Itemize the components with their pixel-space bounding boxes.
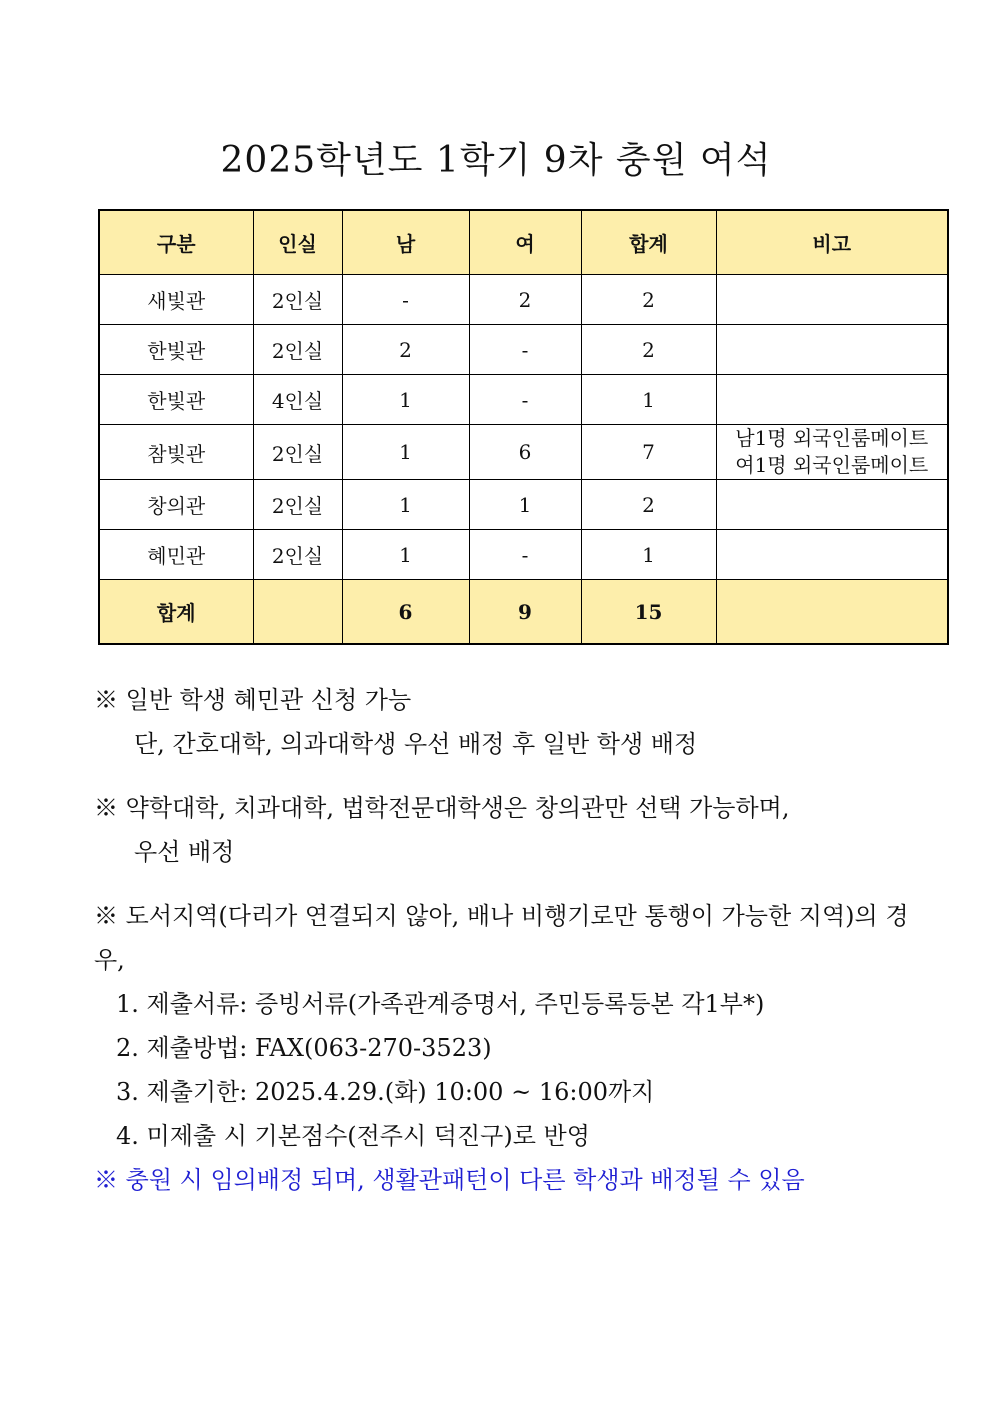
- table-row: [99, 375, 948, 425]
- cell-room: 2인실: [253, 325, 342, 375]
- total-male: 6: [342, 580, 469, 645]
- header-male: 남: [342, 210, 469, 275]
- cell-room: 2인실: [253, 275, 342, 325]
- cell-room: 2인실: [253, 425, 342, 480]
- header-remarks: 비고: [716, 210, 948, 275]
- cell-remarks: [716, 325, 948, 375]
- cell-room: 2인실: [253, 530, 342, 580]
- cell-building: 새빛관: [99, 275, 253, 325]
- cell-building: 혜민관: [99, 530, 253, 580]
- cell-male: 1: [342, 530, 469, 580]
- notice-hyemin: [94, 678, 934, 766]
- cell-remarks: [716, 480, 948, 530]
- table-total-row: [99, 580, 948, 645]
- cell-male: 1: [342, 480, 469, 530]
- total-female: 9: [469, 580, 581, 645]
- table-header-row: [99, 210, 948, 275]
- total-label: 합계: [99, 580, 253, 645]
- header-room: 인실: [253, 210, 342, 275]
- table-row: [99, 275, 948, 325]
- table-row: [99, 530, 948, 580]
- notice-section: [94, 678, 934, 1202]
- list-item: 2. 제출방법: FAX(063-270-3523): [116, 1034, 492, 1062]
- cell-building: 한빛관: [99, 325, 253, 375]
- header-female: 여: [469, 210, 581, 275]
- cell-total: 1: [581, 375, 716, 425]
- remark-line-male: 남1명 외국인룸메이트: [735, 426, 929, 450]
- total-sum: 15: [581, 580, 716, 645]
- cell-female: -: [469, 375, 581, 425]
- cell-total: 2: [581, 275, 716, 325]
- notice-line: ※ 약학대학, 치과대학, 법학전문대학생은 창의관만 선택 가능하며,: [94, 794, 790, 822]
- cell-female: -: [469, 530, 581, 580]
- notice-line: 단, 간호대학, 의과대학생 우선 배정 후 일반 학생 배정: [134, 730, 698, 758]
- list-item: 1. 제출서류: 증빙서류(가족관계증명서, 주민등록등본 각1부*): [116, 990, 765, 1018]
- table-row: [99, 425, 948, 480]
- cell-remarks: [716, 425, 948, 480]
- page-title: 2025학년도 1학기 9차 충원 여석: [220, 140, 772, 181]
- notice-line: ※ 도서지역(다리가 연결되지 않아, 배나 비행기로만 통행이 가능한 지역)의 경우,: [94, 902, 909, 974]
- cell-remarks: [716, 275, 948, 325]
- cell-male: 1: [342, 425, 469, 480]
- cell-total: 2: [581, 480, 716, 530]
- cell-total: 7: [581, 425, 716, 480]
- cell-building: 한빛관: [99, 375, 253, 425]
- cell-male: 2: [342, 325, 469, 375]
- cell-male: -: [342, 275, 469, 325]
- cell-building: 창의관: [99, 480, 253, 530]
- cell-female: 1: [469, 480, 581, 530]
- table-row: [99, 325, 948, 375]
- cell-male: 1: [342, 375, 469, 425]
- cell-room: 4인실: [253, 375, 342, 425]
- header-building: 구분: [99, 210, 253, 275]
- cell-female: 6: [469, 425, 581, 480]
- table-row: [99, 480, 948, 530]
- cell-building: 참빛관: [99, 425, 253, 480]
- cell-remarks: [716, 530, 948, 580]
- total-remarks: [716, 580, 948, 645]
- cell-total: 1: [581, 530, 716, 580]
- notice-changui: [94, 786, 934, 874]
- cell-room: 2인실: [253, 480, 342, 530]
- list-item: 4. 미제출 시 기본점수(전주시 덕진구)로 반영: [116, 1122, 590, 1150]
- cell-female: 2: [469, 275, 581, 325]
- notice-line: ※ 일반 학생 혜민관 신청 가능: [94, 686, 412, 714]
- total-room: [253, 580, 342, 645]
- header-total: 합계: [581, 210, 716, 275]
- vacancy-table: [98, 209, 949, 645]
- cell-remarks: [716, 375, 948, 425]
- notice-random-assignment: ※ 충원 시 임의배정 되며, 생활관패턴이 다른 학생과 배정될 수 있음: [94, 1166, 805, 1194]
- cell-female: -: [469, 325, 581, 375]
- notice-line: 우선 배정: [134, 838, 235, 866]
- remark-line-female: 여1명 외국인룸메이트: [735, 453, 929, 477]
- notice-island: [94, 894, 934, 1158]
- cell-total: 2: [581, 325, 716, 375]
- list-item: 3. 제출기한: 2025.4.29.(화) 10:00 ~ 16:00까지: [116, 1078, 655, 1106]
